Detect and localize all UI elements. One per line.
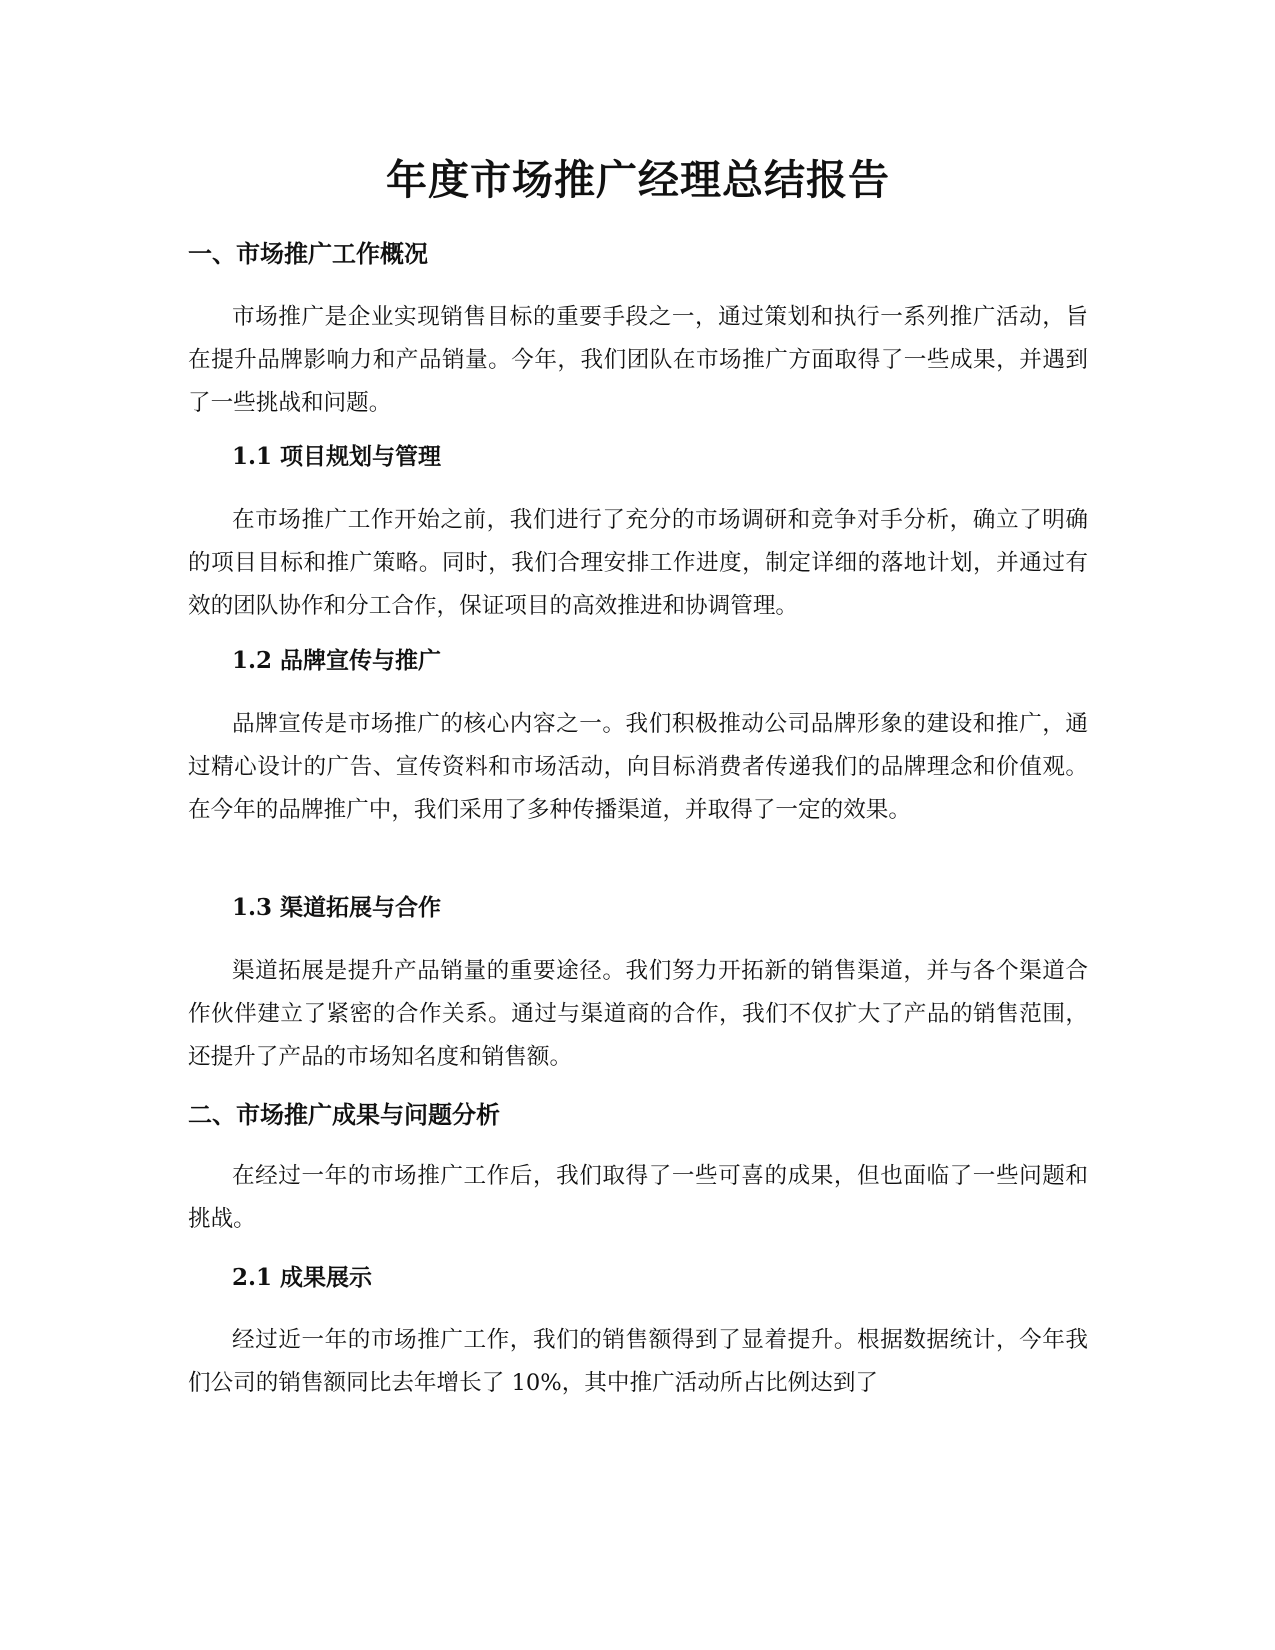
section-2-intro: 在经过一年的市场推广工作后，我们取得了一些可喜的成果，但也面临了一些问题和挑战。 [188,1163,1088,1232]
section-1-intro: 市场推广是企业实现销售目标的重要手段之一，通过策划和执行一系列推广活动，旨在提升品牌影响力和产品销量。今年，我们团队在市场推广方面取得了一些成果，并遇到了一些挑战和问题。 [188,304,1088,416]
section-2-heading: 二、市场推广成果与问题分析 [188,1101,500,1129]
subsection-2-1-heading: 2.1 成果展示 [232,1264,373,1291]
subsection-1-3-text: 渠道拓展是提升产品销量的重要途径。我们努力开拓新的销售渠道，并与各个渠道合作伙伴建立了紧密的合作关系。通过与渠道商的合作，我们不仅扩大了产品的销售范围，还提升了产品的市场知名度和销售额。 [188,958,1088,1070]
subsection-1-1-heading: 1.1 项目规划与管理 [232,443,442,470]
subsection-1-2-text: 品牌宣传是市场推广的核心内容之一。我们积极推动公司品牌形象的建设和推广，通过精心设计的广告、宣传资料和市场活动，向目标消费者传递我们的品牌理念和价值观。在今年的品牌推广中，我们采用了多种传播渠道，并取得了一定的效果。 [188,711,1088,823]
subsection-1-1-text: 在市场推广工作开始之前，我们进行了充分的市场调研和竞争对手分析，确立了明确的项目目标和推广策略。同时，我们合理安排工作进度，制定详细的落地计划，并通过有效的团队协作和分工合作，保证项目的高效推进和协调管理。 [188,507,1088,619]
section-1-heading: 一、市场推广工作概况 [188,240,428,268]
subsection-1-3-heading: 1.3 渠道拓展与合作 [232,894,442,921]
subsection-2-1-text: 经过近一年的市场推广工作，我们的销售额得到了显着提升。根据数据统计，今年我们公司的销售额同比去年增长了 10%，其中推广活动所占比例达到了 [188,1327,1088,1396]
document-title: 年度市场推广经理总结报告 [386,156,890,204]
subsection-1-2-heading: 1.2 品牌宣传与推广 [232,647,442,674]
